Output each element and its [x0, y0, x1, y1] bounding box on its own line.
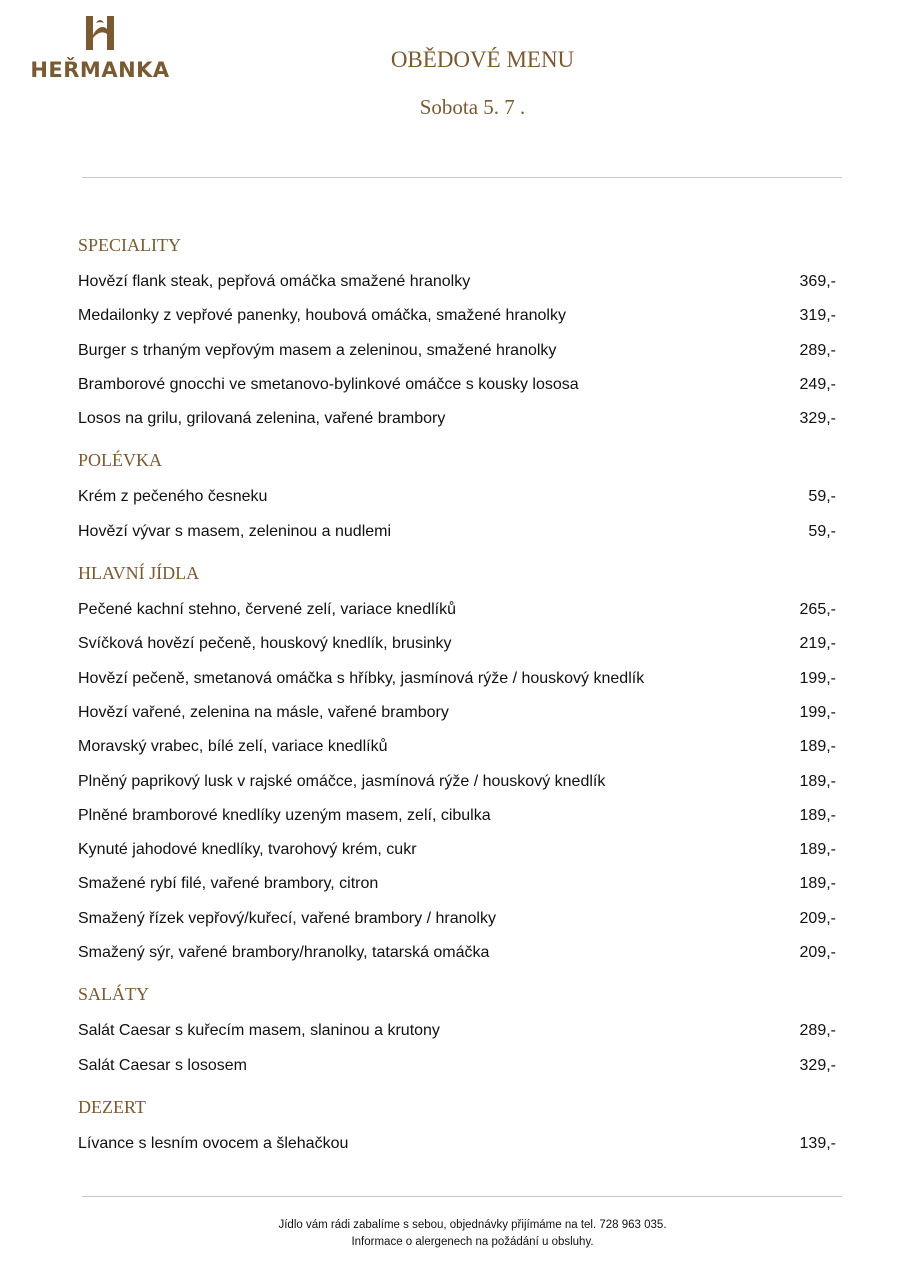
item-name: Krém z pečeného česneku [78, 488, 268, 506]
section-title: SPECIALITY [78, 235, 181, 255]
item-name: Kynuté jahodové knedlíky, tvarohový krém, cukr [78, 841, 417, 859]
menu-item [78, 696, 836, 730]
item-price: 289,- [799, 341, 836, 359]
item-price: 199,- [799, 703, 836, 721]
menu-item [78, 402, 836, 436]
item-name: Plněné bramborové knedlíky uzeným masem, zelí, cibulka [78, 806, 491, 824]
item-name: Hovězí vývar s masem, zeleninou a nudlemi [78, 522, 392, 540]
item-name: Moravský vrabec, bílé zelí, variace knedlíků [78, 738, 388, 756]
footer-line-takeaway: Jídlo vám rádi zabalíme s sebou, objednávky přijímáme na tel. 728 963 035. [278, 1219, 667, 1231]
menu-item [78, 480, 836, 514]
menu-item [78, 1014, 836, 1048]
section-hlavni-jidla [78, 562, 836, 970]
item-price: 209,- [799, 944, 836, 962]
menu-item [78, 730, 836, 764]
item-name: Smažený sýr, vařené brambory/hranolky, tatarská omáčka [78, 944, 490, 962]
menu-item [78, 368, 836, 402]
menu-item [78, 334, 836, 368]
item-price: 59,- [808, 522, 836, 540]
item-price: 219,- [799, 635, 836, 653]
item-name: Lívance s lesním ovocem a šlehačkou [78, 1134, 349, 1152]
menu-item [78, 662, 836, 696]
menu-item [78, 515, 836, 549]
menu-item [78, 593, 836, 627]
item-name: Burger s trhaným vepřovým masem a zeleninou, smažené hranolky [78, 341, 557, 359]
menu-list [78, 228, 836, 1161]
item-price: 265,- [799, 601, 836, 619]
menu-item [78, 765, 836, 799]
menu-item [78, 1049, 836, 1083]
item-name: Hovězí flank steak, pepřová omáčka smažené hranolky [78, 273, 471, 290]
section-dezert [78, 1096, 836, 1161]
item-price: 329,- [799, 1056, 836, 1074]
item-price: 209,- [799, 909, 836, 927]
section-title: HLAVNÍ JÍDLA [78, 563, 200, 584]
item-price: 189,- [799, 841, 836, 859]
item-name: Bramborové gnocchi ve smetanovo-bylinkové omáčce s kousky lososa [78, 375, 579, 393]
brand-name: HEŘMANKA [30, 58, 170, 82]
page-title: OBĚDOVÉ MENU [390, 47, 575, 72]
item-price: 329,- [799, 410, 836, 428]
item-name: Hovězí vařené, zelenina na másle, vařené brambory [78, 703, 449, 721]
item-name: Losos na grilu, grilovaná zelenina, vařené brambory [78, 410, 446, 428]
item-name: Svíčková hovězí pečeně, houskový knedlík, brusinky [78, 635, 452, 653]
bottom-divider [82, 1196, 842, 1197]
item-price: 189,- [799, 875, 836, 893]
menu-item [78, 799, 836, 833]
section-title: SALÁTY [78, 984, 149, 1005]
menu-item [78, 936, 836, 970]
section-polevka [78, 449, 836, 549]
item-name: Salát Caesar s kuřecím masem, slaninou a krutony [78, 1022, 440, 1040]
section-title: POLÉVKA [78, 450, 162, 471]
item-price: 199,- [799, 669, 836, 687]
menu-item [78, 299, 836, 333]
menu-item [78, 833, 836, 867]
item-name: Smažené rybí filé, vařené brambory, citron [78, 875, 379, 893]
item-price: 249,- [799, 375, 836, 393]
menu-item [78, 1127, 836, 1161]
item-name: Smažený řízek vepřový/kuřecí, vařené brambory / hranolky [78, 909, 496, 927]
item-name: Medailonky z vepřové panenky, houbová omáčka, smažené hranolky [78, 307, 566, 325]
item-price: 189,- [799, 806, 836, 824]
menu-date: Sobota 5. 7 . [419, 95, 526, 119]
item-price: 189,- [799, 738, 836, 756]
menu-item [78, 902, 836, 936]
item-price: 139,- [799, 1134, 836, 1152]
item-name: Pečené kachní stehno, červené zelí, variace knedlíků [78, 601, 456, 619]
item-name: Plněný paprikový lusk v rajské omáčce, jasmínová rýže / houskový knedlík [78, 772, 606, 790]
item-price: 369,- [799, 273, 836, 290]
item-price: 59,- [808, 488, 836, 506]
footer-line-allergens: Informace o alergenech na požádání u obsluhy. [351, 1236, 594, 1248]
footer-note [0, 1217, 898, 1251]
item-price: 289,- [799, 1022, 836, 1040]
section-title: DEZERT [78, 1096, 146, 1117]
menu-item [78, 867, 836, 901]
item-name: Hovězí pečeně, smetanová omáčka s hříbky, jasmínová rýže / houskový knedlík [78, 669, 645, 687]
menu-item [78, 265, 836, 299]
section-speciality [78, 234, 836, 436]
top-divider [82, 177, 842, 178]
item-name: Salát Caesar s lososem [78, 1056, 247, 1074]
section-salaty [78, 983, 836, 1083]
menu-item [78, 627, 836, 661]
item-price: 189,- [799, 772, 836, 790]
item-price: 319,- [799, 307, 836, 325]
